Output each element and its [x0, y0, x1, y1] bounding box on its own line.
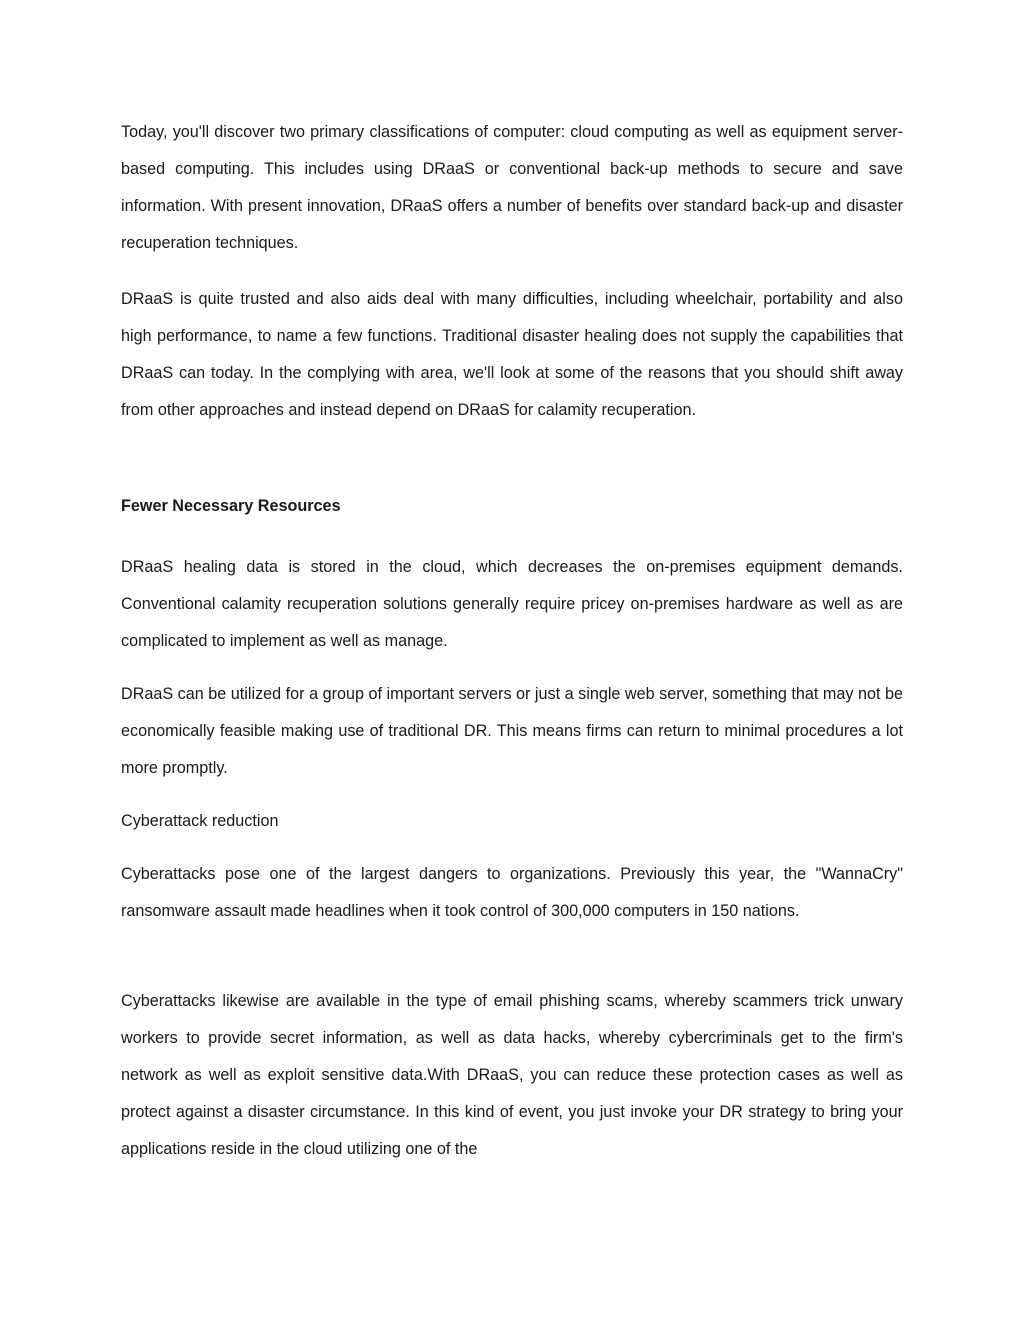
- paragraph-cloud-storage: DRaaS healing data is stored in the cloud, which decreases the on-premises equipment demands. Conventional calamity recuperation solutions generally require pricey on-premises hardware as well as are complicated to implement as well as manage.: [121, 558, 903, 650]
- paragraph-servers: DRaaS can be utilized for a group of important servers or just a single web server, something that may not be economically feasible making use of traditional DR. This means firms can return to minimal procedures a lot more promptly.: [121, 685, 903, 777]
- section-heading-fewer-resources: Fewer Necessary Resources: [121, 497, 341, 515]
- paragraph-draas-trusted: DRaaS is quite trusted and also aids deal with many difficulties, including wheelchair, portability and also high performance, to name a few functions. Traditional disaster healing does not supply the capabilities that DRaaS can today. In the complying with area, we'll look at some of the reasons that you should shift away from other approaches and instead depend on DRaaS for calamity recuperation.: [121, 290, 903, 419]
- paragraph-cyberattacks: Cyberattacks pose one of the largest dangers to organizations. Previously this year, the "WannaCry" ransomware assault made headlines when it took control of 300,000 computers in 150 nations.: [121, 865, 903, 920]
- section-heading-cyberattack: Cyberattack reduction: [121, 812, 279, 830]
- paragraph-intro: Today, you'll discover two primary classifications of computer: cloud computing as well as equipment server-based computing. This includes using DRaaS or conventional back-up methods to secure and save information. With present innovation, DRaaS offers a number of benefits over standard back-up and disaster recuperation techniques.: [121, 123, 903, 252]
- paragraph-phishing: Cyberattacks likewise are available in the type of email phishing scams, whereby scammers trick unwary workers to provide secret information, as well as data hacks, whereby cybercriminals get to the firm's network as well as exploit sensitive data.With DRaaS, you can reduce these protection cases as well as protect against a disaster circumstance. In this kind of event, you just invoke your DR strategy to bring your applications reside in the cloud utilizing one of the: [121, 992, 903, 1158]
